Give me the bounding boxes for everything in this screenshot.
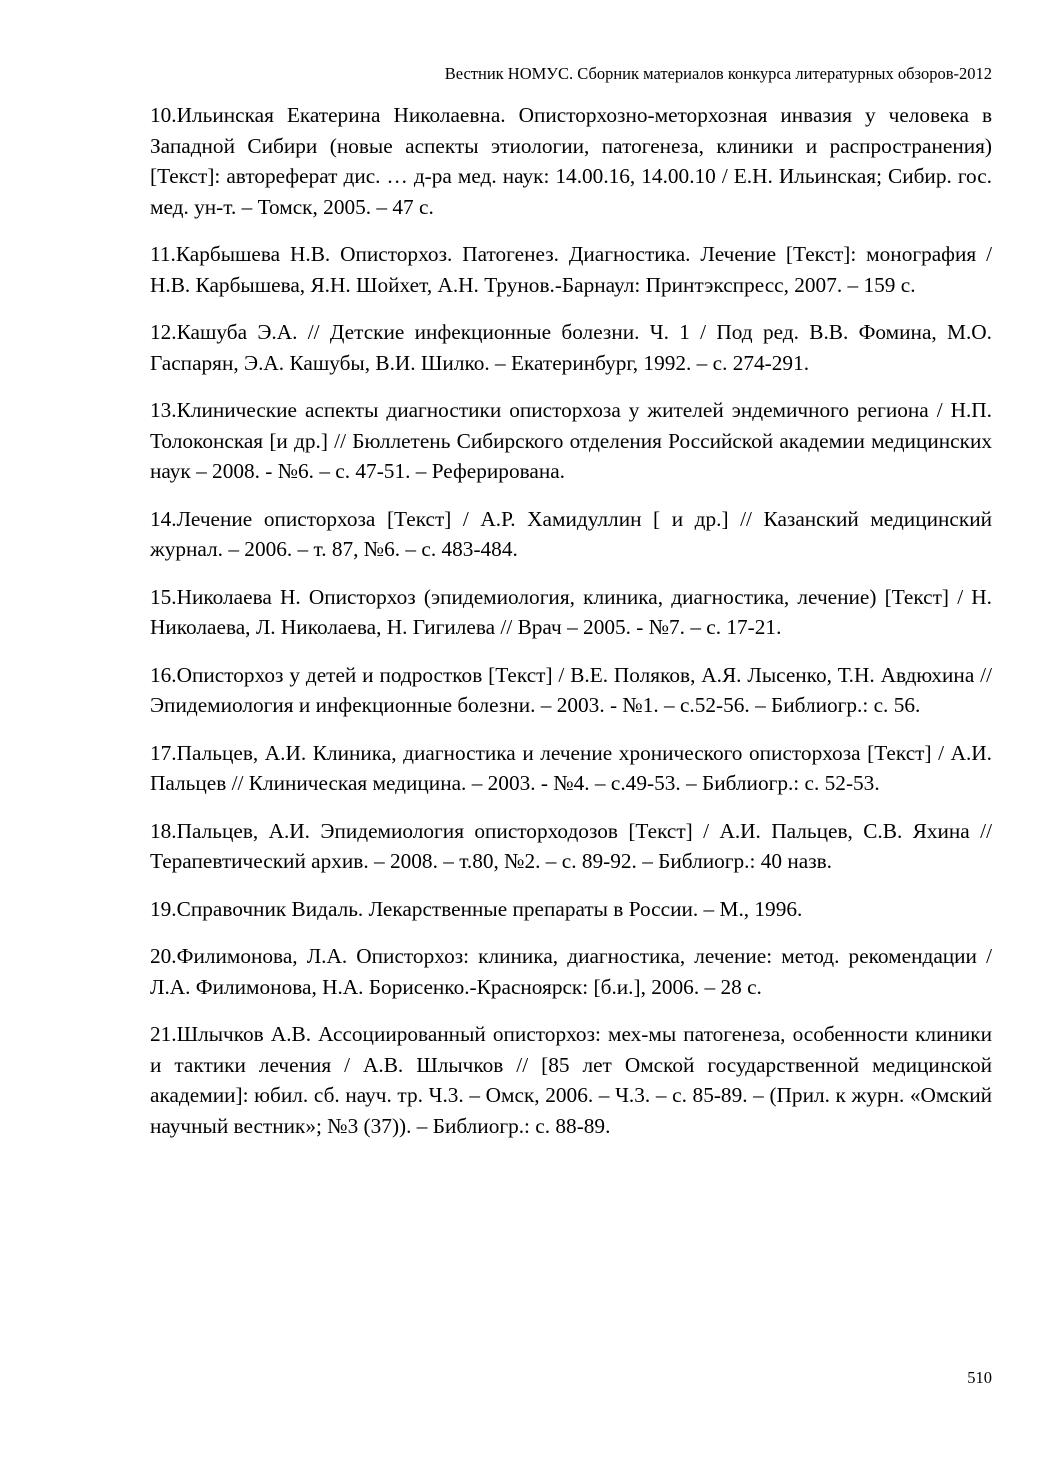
running-header: Вестник НОМУС. Сборник материалов конкурса литературных обзоров-2012 [444, 64, 992, 83]
reference-item: 13.Клинические аспекты диагностики описторхоза у жителей эндемичного региона / Н.П. Толоконская [и др.] // Бюллетень Сибирского отделения Российской академии медицинских наук – 2008. - №6. – с. 47-51. – Реферирована. [150, 398, 992, 483]
page-number: 510 [967, 1368, 992, 1387]
reference-item: 10.Ильинская Екатерина Николаевна. Описторхозно-меторхозная инвазия у человека в Западной Сибири (новые аспекты этиологии, патогенеза, клиники и распространения) [Текст]: автореферат дис. … д-ра мед. наук: 14.00.16, 14.00.10 / Е.Н. Ильинская; Сибир. гос. мед. ун-т. – Томск, 2005. – 47 с. [150, 103, 992, 219]
reference-item: 12.Кашуба Э.А. // Детские инфекционные болезни. Ч. 1 / Под ред. В.В. Фомина, М.О. Гаспарян, Э.А. Кашубы, В.И. Шилко. – Екатеринбург, 1992. – с. 274-291. [150, 320, 992, 375]
reference-item: 20.Филимонова, Л.А. Описторхоз: клиника, диагностика, лечение: метод. рекомендации / Л.А. Филимонова, Н.А. Борисенко.-Красноярск: [б.и.], 2006. – 28 с. [150, 944, 992, 999]
reference-item: 15.Николаева Н. Описторхоз (эпидемиология, клиника, диагностика, лечение) [Текст] / Н. Николаева, Л. Николаева, Н. Гигилева // Врач – 2005. - №7. – с. 17-21. [150, 584, 992, 639]
reference-item: 16.Описторхоз у детей и подростков [Текст] / В.Е. Поляков, А.Я. Лысенко, Т.Н. Авдюхина // Эпидемиология и инфекционные болезни. – 2003. - №1. – с.52-56. – Библиогр.: с. 56. [150, 662, 992, 717]
reference-item: 11.Карбышева Н.В. Описторхоз. Патогенез. Диагностика. Лечение [Текст]: монография / Н.В. Карбышева, Я.Н. Шойхет, А.Н. Трунов.-Барнаул: Принтэкспресс, 2007. – 159 с. [150, 242, 992, 297]
reference-item: 14.Лечение описторхоза [Текст] / А.Р. Хамидуллин [ и др.] // Казанский медицинский журнал. – 2006. – т. 87, №6. – с. 483-484. [150, 506, 992, 561]
reference-item: 18.Пальцев, А.И. Эпидемиология описторходозов [Текст] / А.И. Пальцев, С.В. Яхина // Терапевтический архив. – 2008. – т.80, №2. – с. 89-92. – Библиогр.: 40 назв. [150, 818, 992, 873]
reference-item: 21.Шлычков А.В. Ассоциированный описторхоз: мех-мы патогенеза, особенности клиники и тактики лечения / А.В. Шлычков // [85 лет Омской государственной медицинской академии]: юбил. сб. науч. тр. Ч.3. – Омск, 2006. – Ч.3. – с. 85-89. – (Прил. к журн. «Омский научный вестник»; №3 (37)). – Библиогр.: с. 88-89. [150, 1022, 992, 1138]
reference-item: 17.Пальцев, А.И. Клиника, диагностика и лечение хронического описторхоза [Текст] / А.И. Пальцев // Клиническая медицина. – 2003. - №4. – с.49-53. – Библиогр.: с. 52-53. [150, 740, 992, 795]
reference-list [150, 100, 992, 1158]
reference-item: 19.Справочник Видаль. Лекарственные препараты в России. – М., 1996. [150, 896, 803, 921]
